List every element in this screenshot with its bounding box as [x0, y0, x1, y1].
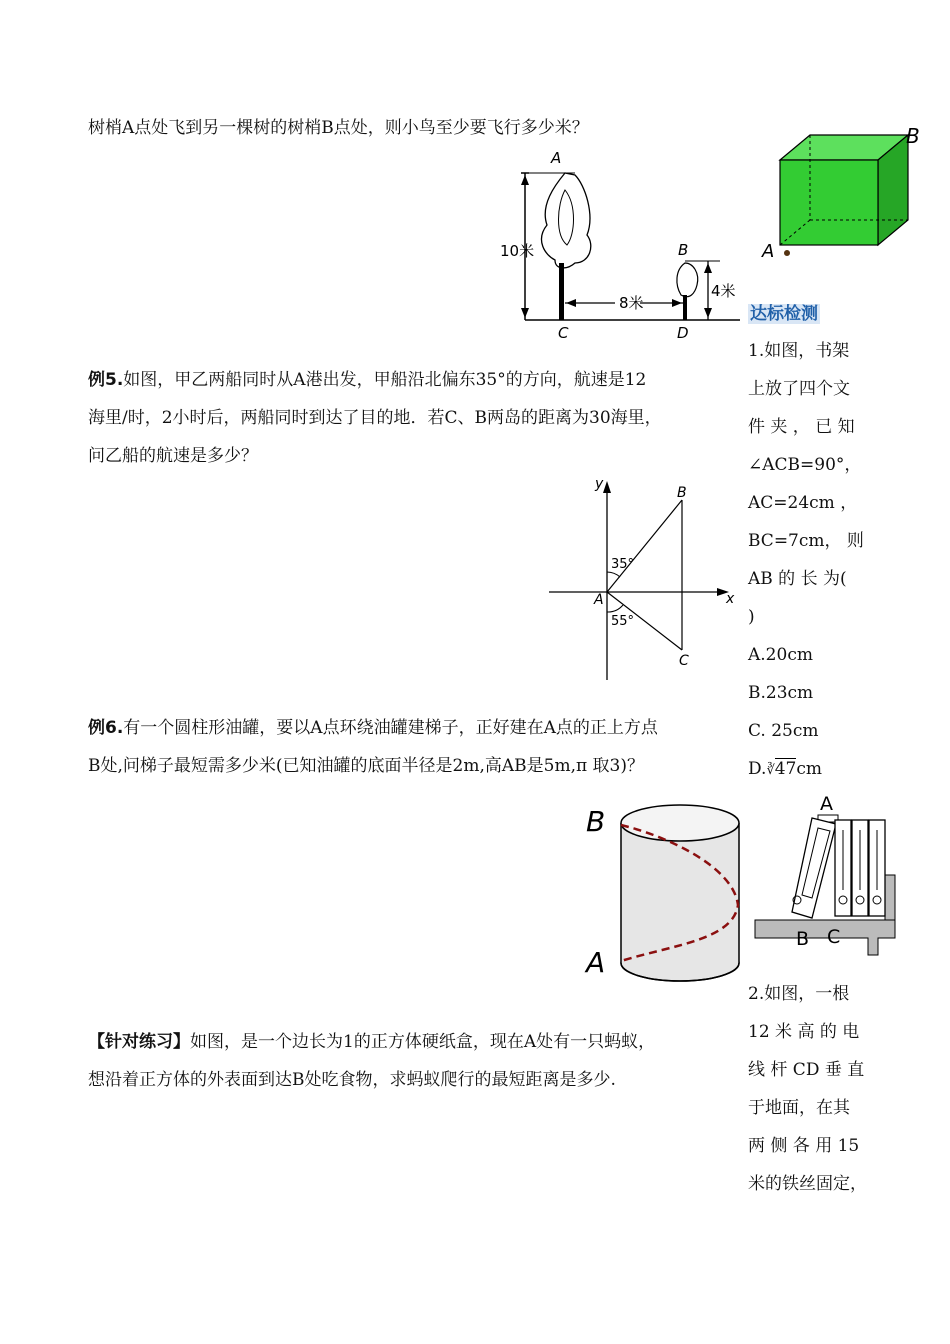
- example5-line1: 如图，甲乙两船同时从A港出发，甲船沿北偏东35°的方向，航速是12: [123, 370, 647, 390]
- q2-line: 两 侧 各 用 15: [748, 1136, 860, 1156]
- example5-line2: 海里/时，2小时后，两船同时到达了目的地．若C、B两岛的距离为30海里，: [88, 408, 662, 428]
- cylinder-label-a: A: [586, 946, 606, 979]
- shelf-label-a: A: [820, 793, 833, 815]
- axes-label-c: C: [679, 653, 689, 669]
- bookshelf-figure: [750, 790, 900, 955]
- angle-55: 55°: [611, 614, 635, 629]
- section-badge: 达标检测: [750, 304, 818, 324]
- option-b: B.23cm: [748, 683, 814, 703]
- q2-line: 米的铁丝固定，: [748, 1174, 867, 1194]
- cylinder-label-b: B: [586, 805, 606, 838]
- tree-label-c: C: [558, 324, 569, 342]
- angle-35: 35°: [611, 557, 635, 572]
- shelf-label-c: C: [827, 926, 841, 948]
- q1-line: ∠ACB=90°，: [748, 455, 862, 475]
- example5-block: [88, 361, 738, 475]
- tree-height-big: 10米: [500, 242, 535, 260]
- q1-line: BC=7cm， 则: [748, 531, 864, 551]
- tree-distance: 8米: [619, 294, 644, 312]
- q2-line: 12 米 高 的 电: [748, 1022, 860, 1042]
- cube-label-b: B: [906, 124, 920, 148]
- q1-line: AC=24cm ，: [748, 493, 858, 513]
- axis-x-label: x: [726, 591, 735, 607]
- axis-y-label: y: [595, 476, 604, 492]
- tree-height-small: 4米: [711, 282, 736, 300]
- practice-block: [88, 1023, 738, 1099]
- example6-line1: 有一个圆柱形油罐，要以A点环绕油罐建梯子，正好建在A点的正上方点: [123, 718, 658, 738]
- side-column-top: [748, 296, 868, 790]
- q1-line: 件 夹 ， 已 知: [748, 417, 855, 437]
- example5-line3: 问乙船的航速是多少？: [88, 446, 258, 466]
- q2-line: 于地面，在其: [748, 1098, 850, 1118]
- example6-label: 例6.: [88, 718, 124, 738]
- cube-figure: [760, 125, 930, 265]
- practice-label: 【针对练习】: [88, 1032, 190, 1052]
- practice-line2: 想沿着正方体的外表面到达B处吃食物，求蚂蚁爬行的最短距离是多少.: [88, 1070, 616, 1090]
- q1-line: 1.如图，书架: [748, 341, 850, 361]
- cylinder-figure: [583, 795, 748, 985]
- axes-figure: [545, 475, 740, 685]
- axes-label-b: B: [677, 485, 687, 501]
- ant-icon: [784, 250, 790, 256]
- tree-figure: [495, 145, 755, 345]
- example6-line2: B处,问梯子最短需多少米(已知油罐的底面半径是2m,高AB是5m,π 取3)？: [88, 756, 645, 776]
- side-column-bottom: [748, 975, 868, 1203]
- option-c: C. 25cm: [748, 721, 819, 741]
- option-a: A.20cm: [748, 645, 813, 665]
- q1-line: ): [748, 607, 755, 627]
- example6-block: [88, 709, 738, 785]
- axes-label-a: A: [594, 592, 604, 608]
- practice-line1: 如图，是一个边长为1的正方体硬纸盒，现在A处有一只蚂蚁，: [190, 1032, 656, 1052]
- cube-label-a: A: [762, 241, 775, 262]
- tree-label-a: A: [551, 149, 562, 167]
- q1-line: AB 的 长 为(: [748, 569, 847, 589]
- example5-label: 例5.: [88, 370, 124, 390]
- q1-line: 上放了四个文: [748, 379, 850, 399]
- q2-line: 2.如图，一根: [748, 984, 850, 1004]
- tree-label-b: B: [678, 241, 689, 259]
- option-d: D.∛47cm: [748, 759, 823, 779]
- q2-line: 线 杆 CD 垂 直: [748, 1060, 865, 1080]
- tree-label-d: D: [677, 324, 689, 342]
- intro-line: 树梢A点处飞到另一棵树的树梢B点处，则小鸟至少要飞行多少米？: [88, 118, 589, 138]
- shelf-label-b: B: [796, 928, 810, 950]
